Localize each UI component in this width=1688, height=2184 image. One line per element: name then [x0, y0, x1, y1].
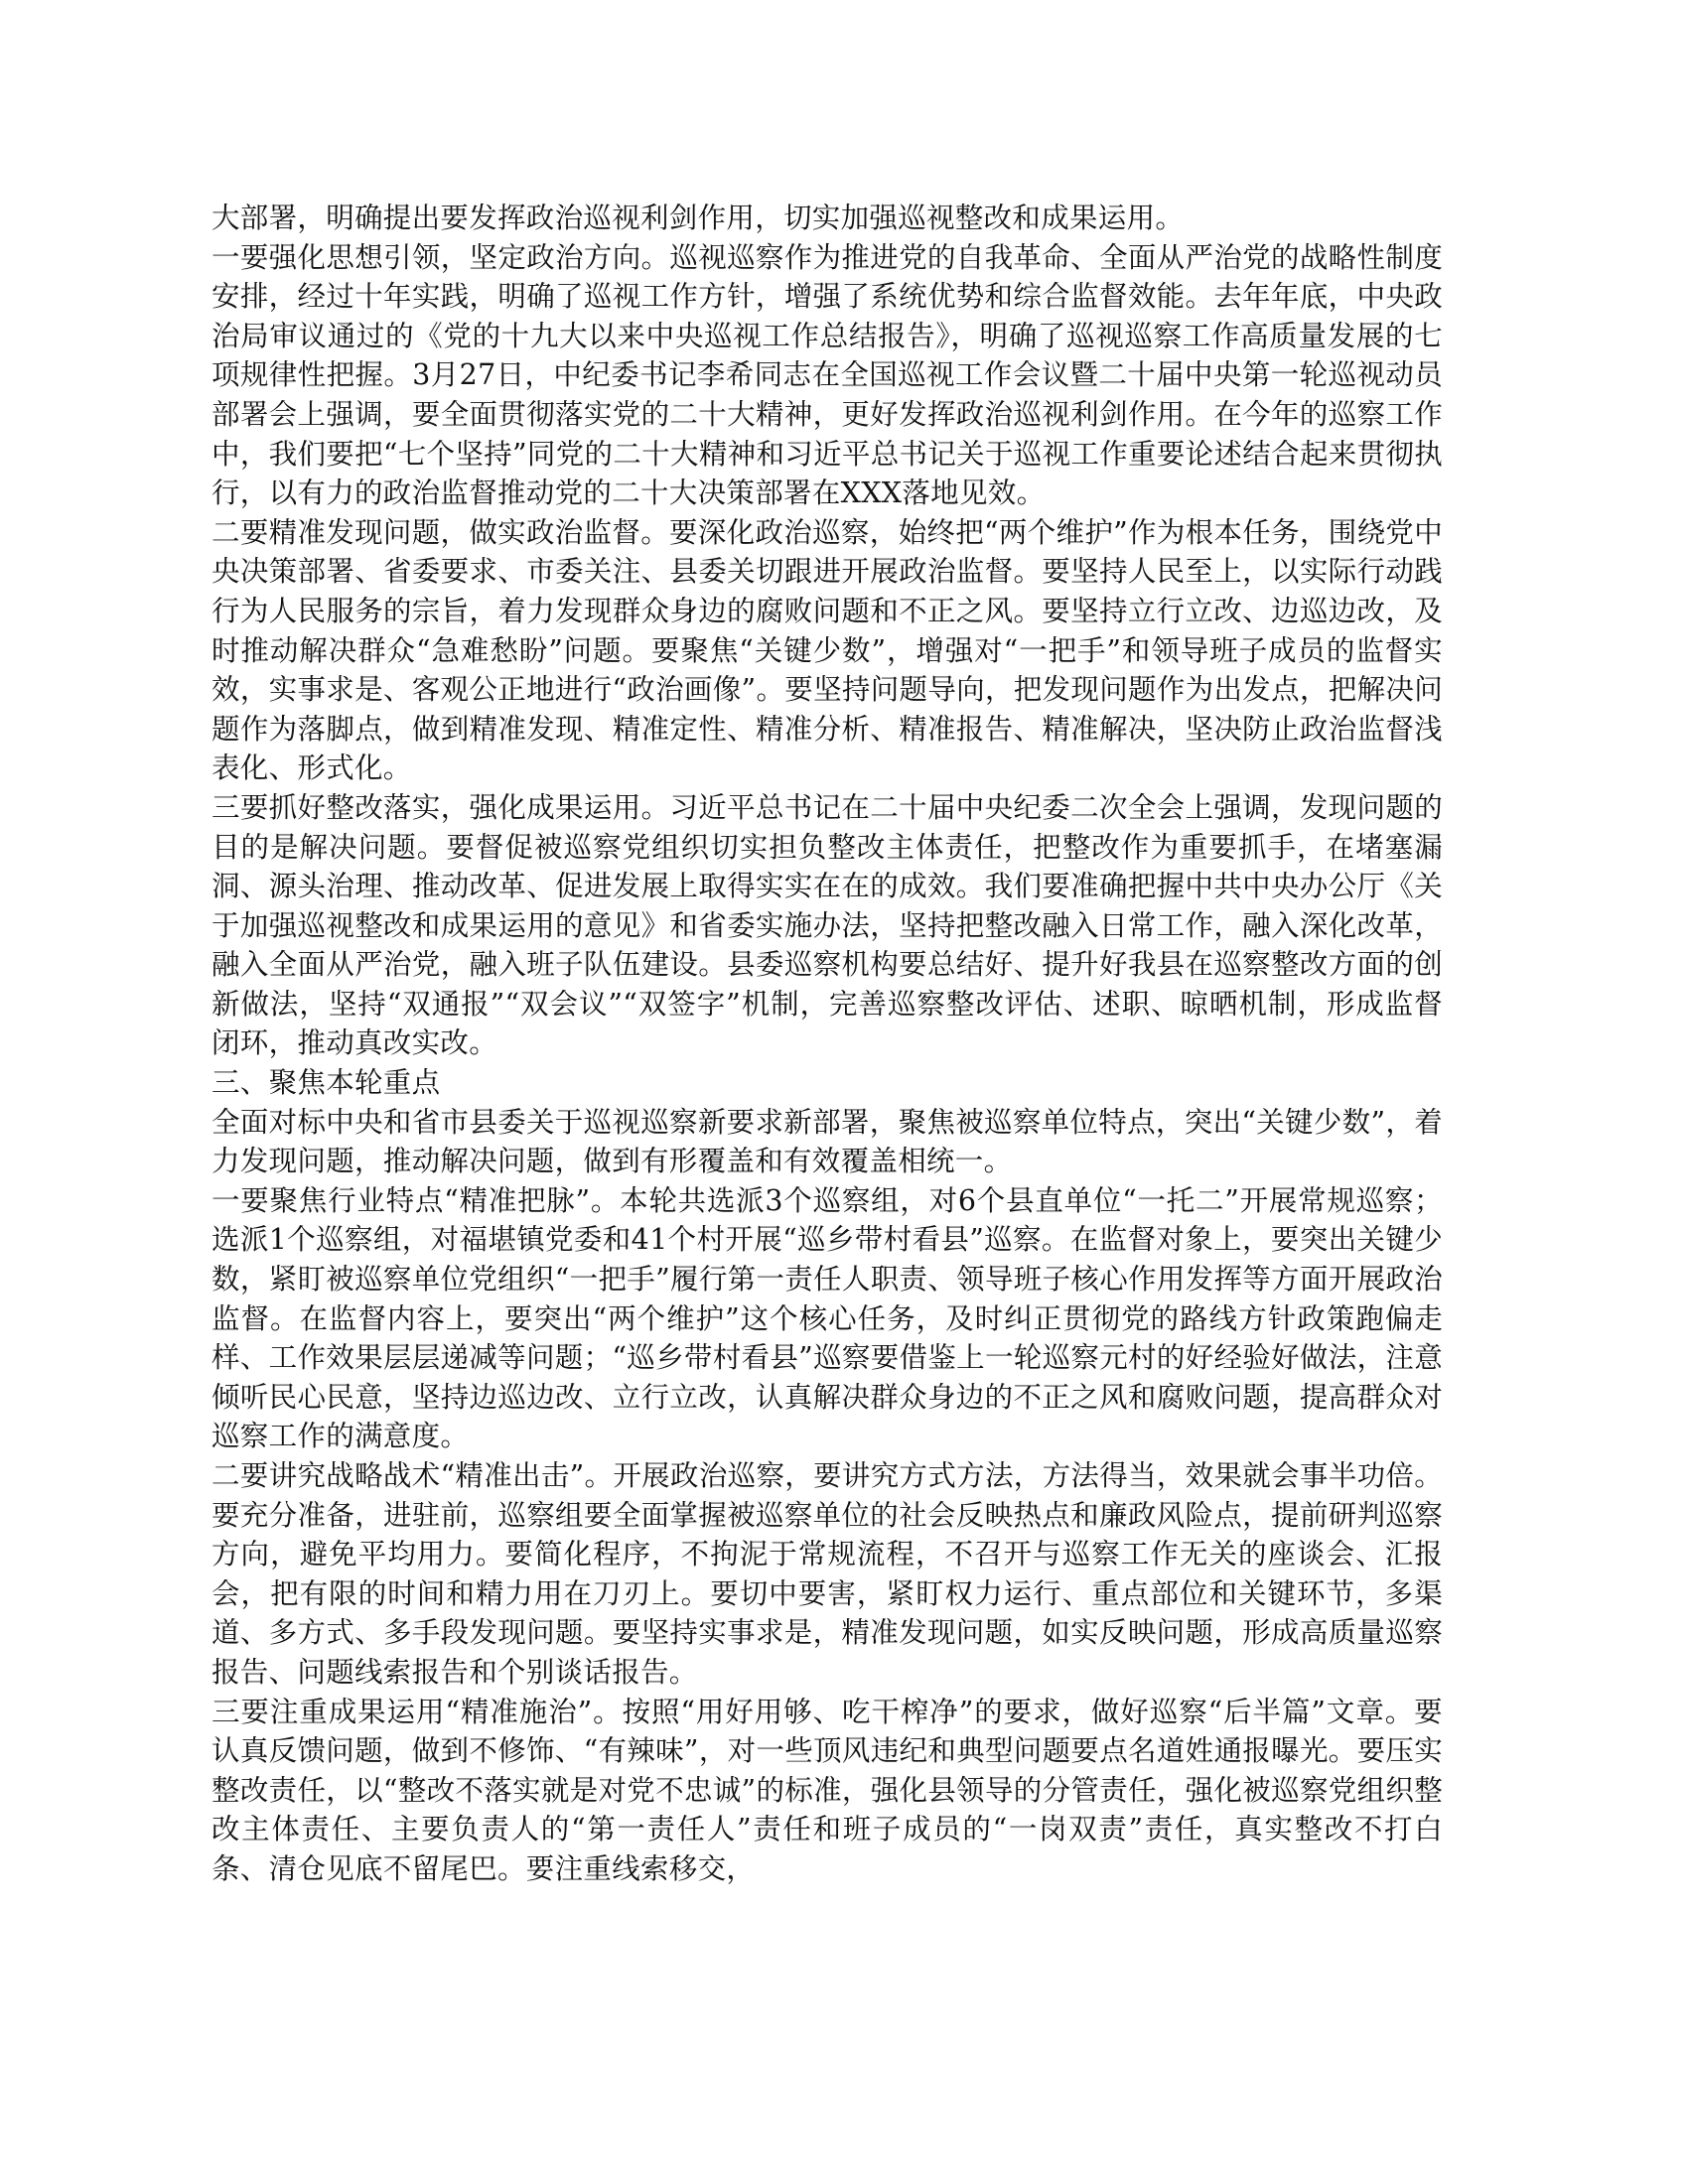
- paragraph-rectification: 三要抓好整改落实，强化成果运用。习近平总书记在二十届中央纪委二次全会上强调，发现问题的目的是解决问题。要督促被巡察党组织切实担负整改主体责任，把整改作为重要抓手，在堵塞漏洞、源头治理、推动改革、促进发展上取得实实在在的成效。我们要准确把握中共中央办公厅《关于加强巡视整改和成果运用的意见》和省委实施办法，坚持把整改融入日常工作，融入深化改革，融入全面从严治党，融入班子队伍建设。县委巡察机构要总结好、提升好我县在巡察整改方面的创新做法，坚持“双通报”“双会议”“双签字”机制，完善巡察整改评估、述职、晾晒机制，形成监督闭环，推动真改实改。: [211, 790, 1443, 1060]
- paragraph-strengthen-ideology: 一要强化思想引领，坚定政治方向。巡视巡察作为推进党的自我革命、全面从严治党的战略性制度安排，经过十年实践，明确了巡视工作方针，增强了系统优势和综合监督效能。去年年底，中央政治局审议通过的《党的十九大以来中央巡视工作总结报告》，明确了巡视巡察工作高质量发展的七项规律性把握。3月27日，中纪委书记李希同志在全国巡视工作会议暨二十届中央第一轮巡视动员部署会上强调，要全面贯彻落实党的二十大精神，更好发挥政治巡视利剑作用。在今年的巡察工作中，我们要把“七个坚持”同党的二十大精神和习近平总书记关于巡视工作重要论述结合起来贯彻执行，以有力的政治监督推动党的二十大决策部署在XXX落地见效。: [211, 240, 1443, 510]
- section-heading-focus: 三、聚焦本轮重点: [211, 1066, 441, 1100]
- paragraph-results-use: 三要注重成果运用“精准施治”。按照“用好用够、吃干榨净”的要求，做好巡察“后半篇”文章。要认真反馈问题，做到不修饰、“有辣味”，对一些顶风违纪和典型问题要点名道姓通报曝光。要压实整改责任，以“整改不落实就是对党不忠诚”的标准，强化县领导的分管责任，强化被巡察党组织整改主体责任、主要负责人的“第一责任人”责任和班子成员的“一岗双责”责任，真实整改不打白条、清仓见底不留尾巴。要注重线索移交，: [211, 1695, 1443, 1885]
- paragraph-strategy: 二要讲究战略战术“精准出击”。开展政治巡察，要讲究方式方法，方法得当，效果就会事半功倍。要充分准备，进驻前，巡察组要全面掌握被巡察单位的社会反映热点和廉政风险点，提前研判巡察方向，避免平均用力。要简化程序，不拘泥于常规流程，不召开与巡察工作无关的座谈会、汇报会，把有限的时间和精力用在刀刃上。要切中要害，紧盯权力运行、重点部位和关键环节，多渠道、多方式、多手段发现问题。要坚持实事求是，精准发现问题，如实反映问题，形成高质量巡察报告、问题线索报告和个别谈话报告。: [211, 1459, 1443, 1689]
- paragraph-continuation: 大部署，明确提出要发挥政治巡视利剑作用，切实加强巡视整改和成果运用。: [211, 202, 1185, 234]
- paragraph-focus-intro: 全面对标中央和省市县委关于巡视巡察新要求新部署，聚焦被巡察单位特点，突出“关键少数”，着力发现问题，推动解决问题，做到有形覆盖和有效覆盖相统一。: [211, 1105, 1443, 1178]
- paragraph-find-problems: 二要精准发现问题，做实政治监督。要深化政治巡察，始终把“两个维护”作为根本任务，围绕党中央决策部署、省委要求、市委关注、县委关切跟进开展政治监督。要坚持人民至上，以实际行动践行为人民服务的宗旨，着力发现群众身边的腐败问题和不正之风。要坚持立行立改、边巡边改，及时推动解决群众“急难愁盼”问题。要聚焦“关键少数”，增强对“一把手”和领导班子成员的监督实效，实事求是、客观公正地进行“政治画像”。要坚持问题导向，把发现问题作为出发点，把解决问题作为落脚点，做到精准发现、精准定性、精准分析、精准报告、精准解决，坚决防止政治监督浅表化、形式化。: [211, 515, 1443, 785]
- paragraph-industry-focus: 一要聚焦行业特点“精准把脉”。本轮共选派3个巡察组，对6个县直单位“一托二”开展常规巡察；选派1个巡察组，对福堪镇党委和41个村开展“巡乡带村看县”巡察。在监督对象上，要突出关键少数，紧盯被巡察单位党组织“一把手”履行第一责任人职责、领导班子核心作用发挥等方面开展政治监督。在监督内容上，要突出“两个维护”这个核心任务，及时纠正贯彻党的路线方针政策跑偏走样、工作效果层层递减等问题；“巡乡带村看县”巡察要借鉴上一轮巡察元村的好经验好做法，注意倾听民心民意，坚持边巡边改、立行立改，认真解决群众身边的不正之风和腐败问题，提高群众对巡察工作的满意度。: [211, 1183, 1443, 1453]
- document-body: [211, 199, 1443, 1889]
